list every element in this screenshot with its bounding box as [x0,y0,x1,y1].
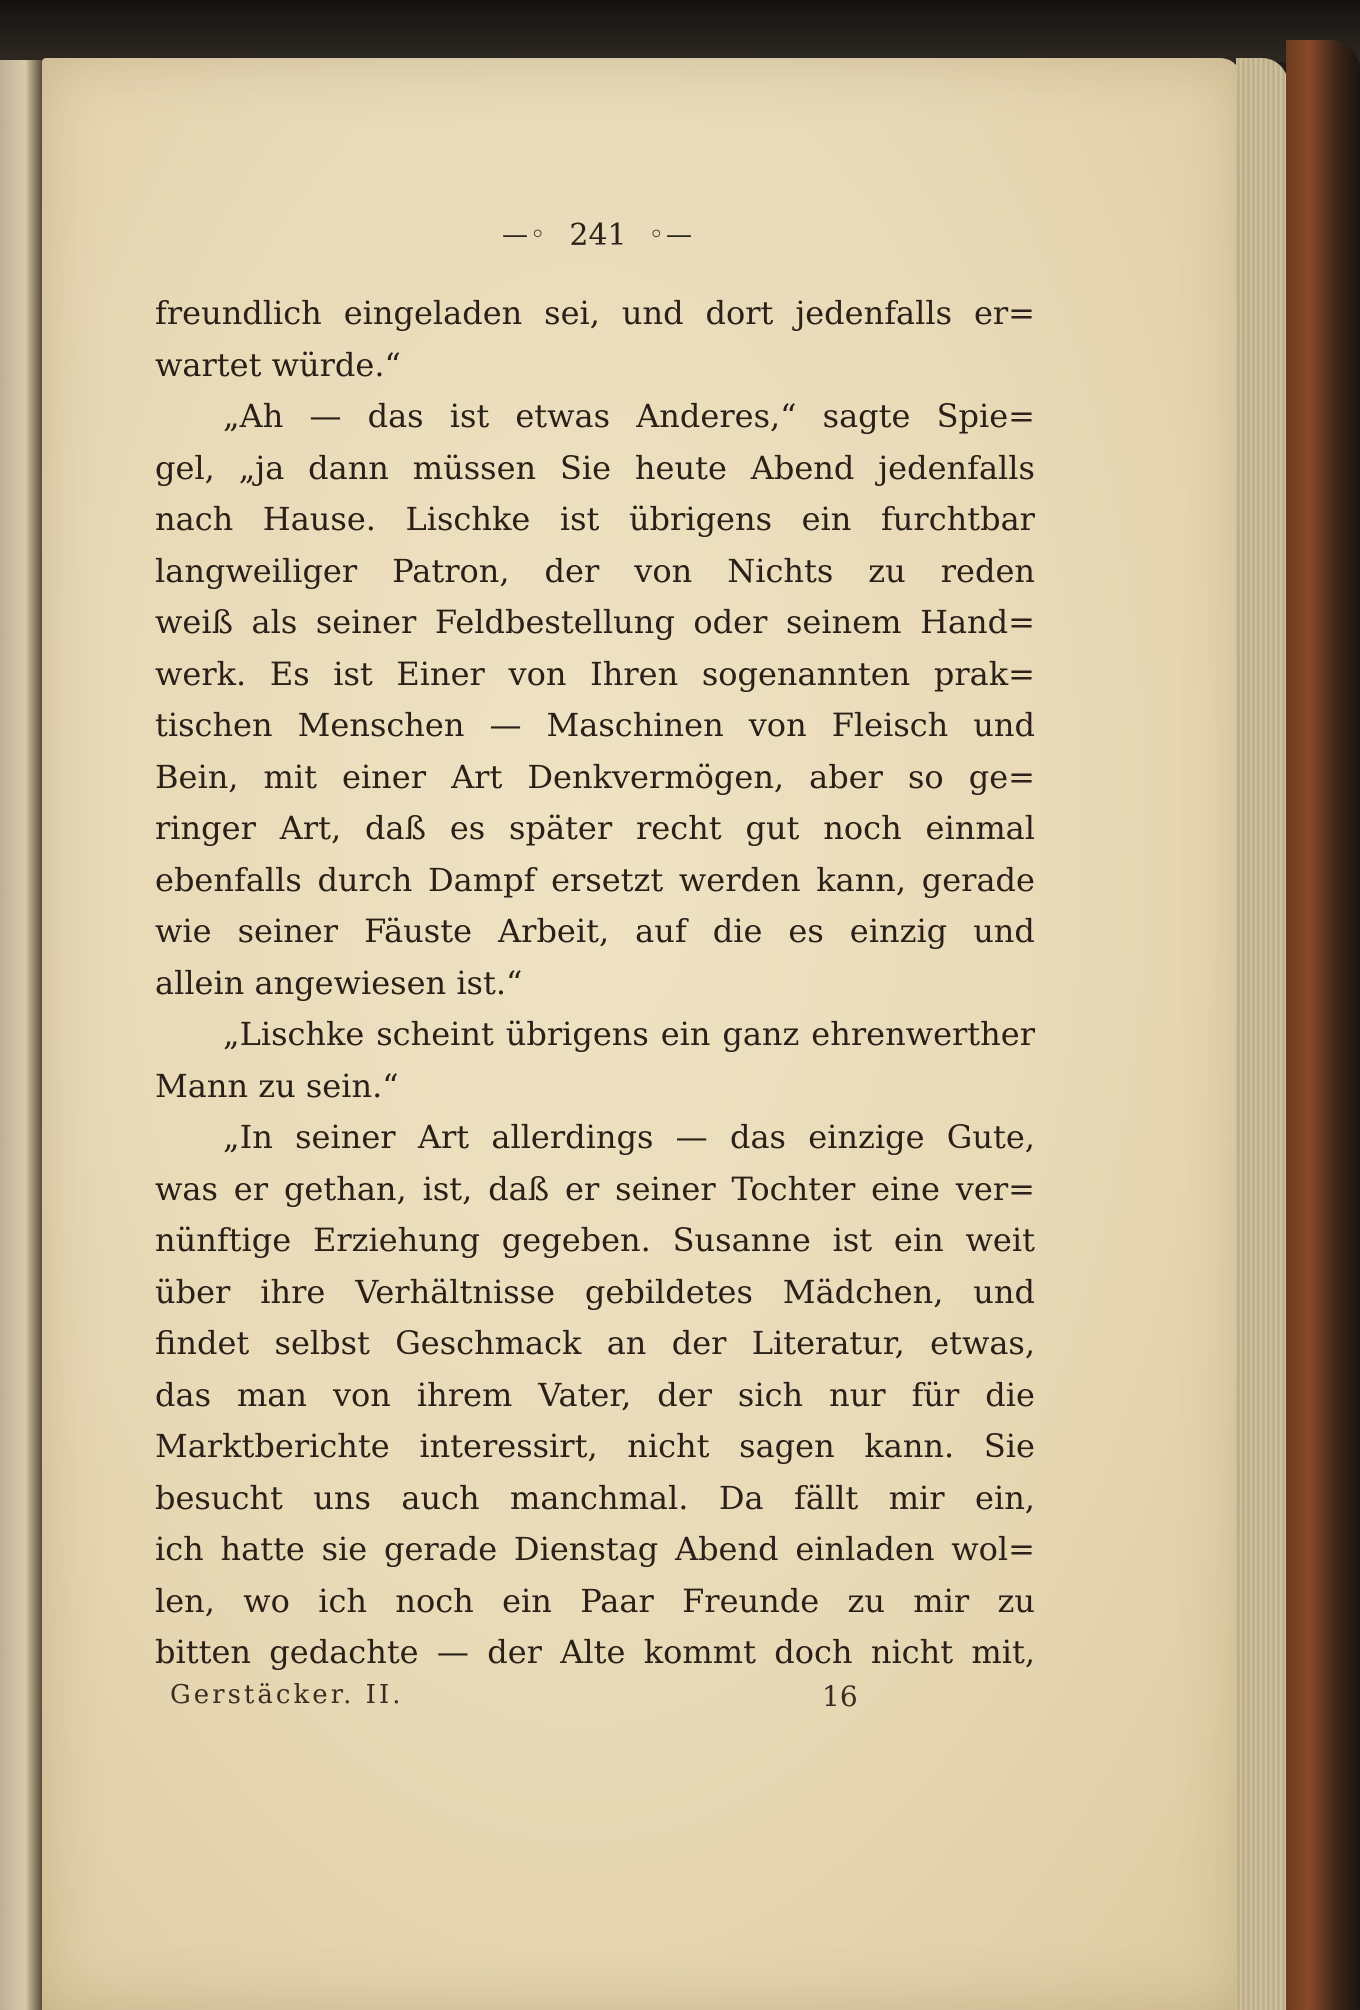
word: es [449,809,486,847]
text-line [155,288,1035,340]
word: einzig [849,912,948,950]
text-line [155,1009,1035,1061]
word: ihrem [416,1375,513,1414]
word: eingeladen [343,294,523,332]
word: gut [745,809,800,847]
page-number: 241 [569,217,627,253]
word: auf [635,912,687,950]
word: der [487,1633,542,1671]
word: kommt [643,1633,756,1671]
text-line [155,1267,1035,1319]
word: über [155,1272,231,1311]
word: an [606,1324,647,1362]
word: der [671,1324,727,1362]
word: ehrenwerther [811,1015,1035,1053]
word: noch [823,809,902,847]
text-line [155,1576,1035,1628]
text-line [155,1112,1035,1164]
word: nicht [627,1427,710,1465]
text-line: allein angewiesen ist.“ [155,963,523,1002]
word: ringer [155,809,256,847]
text-line [155,597,1035,649]
word: das [367,397,424,435]
word: — [309,397,342,435]
word: „Lischke [223,1015,365,1053]
word: Gute, [946,1118,1035,1156]
word: — [675,1118,708,1156]
word: etwas, [930,1324,1035,1362]
word: „In [223,1118,273,1156]
header-right-ornament: ◦— [648,220,694,250]
word: Sie [983,1427,1035,1465]
word: einer [342,757,427,796]
word: ebenfalls [155,860,302,899]
word: dort [705,294,774,332]
word: gebildetes [584,1272,753,1311]
text-line [155,1473,1035,1525]
word: noch [395,1581,474,1620]
word: als [251,603,298,641]
word: ich [318,1581,368,1620]
header-left-ornament: —◦ [502,220,548,250]
word: seiner [615,1169,716,1208]
word: jedenfalls [878,448,1035,487]
word: seiner [237,912,339,950]
word: daß [488,1169,550,1208]
word: selbst [274,1324,370,1362]
word: Dampf [428,860,536,899]
word: Art [451,757,503,796]
word: und [973,706,1035,744]
word: Denkvermögen, [527,757,785,796]
word: sogenannten [701,654,911,693]
word: „Ah [223,397,284,435]
word: seiner [295,1118,396,1156]
word: für [911,1375,960,1414]
word: übrigens [505,1015,649,1053]
word: „ja [238,448,285,487]
text-line: wartet würde.“ [155,345,401,384]
word: Ihren [590,654,679,693]
word: ist [832,1221,873,1259]
text-line [155,1164,1035,1216]
word: so [907,757,944,796]
word: kann, [816,860,907,899]
word: die [985,1375,1035,1414]
word: ein [893,1221,944,1259]
word: tischen [155,706,273,744]
word: uns [313,1478,371,1517]
word: der [657,1375,712,1414]
word: Geschmack [395,1324,582,1362]
word: zu [997,1581,1035,1620]
word: er [233,1169,269,1208]
word: Spie= [936,397,1035,435]
text-line: Mann zu sein.“ [155,1066,399,1105]
word: ist [449,397,490,435]
word: was [155,1169,218,1208]
word: reden [940,551,1035,590]
word: gel, [155,448,215,487]
word: einladen [795,1530,935,1568]
word: von [332,1375,391,1414]
word: werk. [155,654,247,693]
word: mit [263,757,317,796]
word: besucht [155,1478,283,1517]
word: ganz [722,1015,800,1053]
word: zu [847,1581,885,1620]
word: ist [559,500,600,538]
word: manchmal. [510,1478,689,1517]
word: sie [321,1530,368,1568]
word: dann [308,448,389,487]
text-line [155,855,1035,907]
word: zu [868,551,906,590]
word: Feldbestellung [434,603,675,641]
word: wo [243,1581,290,1620]
word: heute [634,448,727,487]
word: Marktberichte [155,1427,390,1465]
word: ver= [955,1169,1035,1208]
word: freundlich [155,294,322,332]
word: Arbeit, [498,912,610,950]
word: Vater, [538,1375,632,1414]
word: Literatur, [751,1324,905,1362]
word: nicht [870,1633,954,1671]
word: sagen [739,1427,835,1465]
book-cover-edge [1286,40,1360,2010]
word: werden [678,860,801,899]
word: recht [635,809,722,847]
word: Art, [279,809,342,847]
word: auch [401,1478,480,1517]
word: Menschen [297,706,465,744]
word: seinem [785,603,902,641]
text-line [155,1627,1035,1679]
text-line [155,546,1035,598]
word: ge= [968,757,1035,796]
word: müssen [412,448,537,487]
word: Fleisch [831,706,949,744]
text-line [155,752,1035,804]
word: sei, [544,294,600,332]
word: Verhältnisse [355,1272,555,1311]
page-header [478,212,718,258]
word: gedachte [269,1633,419,1671]
word: langweiliger [155,551,358,590]
word: gegeben. [501,1221,651,1259]
word: hatte [220,1530,305,1568]
word: gethan, [283,1169,407,1208]
word: furchtbar [880,500,1035,538]
word: seiner [315,603,417,641]
word: weiß [155,603,233,641]
word: von [748,706,807,744]
word: Dienstag [513,1530,659,1568]
text-line [155,649,1035,701]
word: len, [155,1581,215,1620]
word: ihre [260,1272,326,1311]
word: Es [269,654,310,693]
word: findet [155,1324,250,1362]
word: Susanne [672,1221,811,1259]
word: weit [965,1221,1035,1259]
word: man [236,1375,307,1414]
word: prak= [933,654,1035,693]
word: ein [801,500,852,538]
word: interessirt, [419,1427,598,1465]
text-line [155,700,1035,752]
word: sagte [822,397,911,435]
word: nur [829,1375,886,1414]
word: von [508,654,567,693]
word: bitten [155,1633,251,1671]
word: und [973,1272,1035,1311]
word: Alte [560,1633,626,1671]
word: ein [502,1581,552,1620]
word: jedenfalls [795,294,953,332]
word: ein [660,1015,711,1053]
word: eine [871,1169,940,1208]
word: ich [155,1530,204,1568]
word: Art [417,1118,470,1156]
word: Freunde [682,1581,820,1620]
text-line [155,391,1035,443]
word: Maschinen [546,706,724,744]
page-footer [170,1680,870,1720]
word: mir [913,1581,970,1620]
word: Tochter [731,1169,856,1208]
word: scheint [376,1015,494,1053]
left-page-edge [0,60,42,2010]
word: gerade [921,860,1035,899]
word: und [621,294,684,332]
word: mir [888,1478,945,1517]
word: wie [155,912,212,950]
signature-number: 16 [822,1680,858,1713]
word: Da [718,1478,764,1517]
word: doch [774,1633,853,1671]
word: später [509,809,613,847]
word: Fäuste [364,912,472,950]
text-line [155,494,1035,546]
word: von [634,551,693,590]
word: Abend [674,1530,779,1568]
word: aber [809,757,883,796]
word: einzige [808,1118,925,1156]
word: das [155,1375,211,1414]
word: es [788,912,824,950]
word: Erziehung [312,1221,480,1259]
word: allerdings [491,1118,654,1156]
word: Sie [559,448,612,487]
body-text [155,288,1035,1679]
text-line [155,906,1035,958]
word: nach [155,500,234,538]
word: Mädchen, [782,1272,944,1311]
word: — [489,706,522,744]
word: ist [333,654,373,693]
text-line [155,1524,1035,1576]
word: der [544,551,600,590]
word: ersetzt [551,860,664,899]
word: Hause. [262,500,376,538]
word: ein, [975,1478,1035,1517]
printer-signature: Gerstäcker. II. [170,1680,404,1710]
word: fällt [794,1478,859,1517]
word: Paar [580,1581,654,1620]
word: nünftige [155,1221,292,1259]
word: er= [973,294,1035,332]
word: er [565,1169,600,1208]
word: Abend [750,448,855,487]
text-line [155,443,1035,495]
word: Nichts [727,551,834,590]
text-line [155,1318,1035,1370]
word: oder [693,603,768,641]
word: Lischke [405,500,531,538]
word: wol= [951,1530,1035,1568]
scan-background-top [0,0,1360,62]
word: — [436,1633,469,1671]
word: Bein, [155,757,239,796]
page-stack-edge [1236,58,1288,2010]
word: sich [737,1375,804,1414]
word: das [729,1118,786,1156]
word: daß [365,809,426,847]
word: übrigens [628,500,773,538]
word: und [973,912,1035,950]
word: Patron, [392,551,510,590]
word: kann. [864,1427,955,1465]
word: einmal [925,809,1035,847]
word: gerade [383,1530,498,1568]
word: mit, [971,1633,1035,1671]
text-line [155,1421,1035,1473]
word: die [712,912,763,950]
word: Einer [396,654,485,693]
word: Anderes,“ [636,397,797,435]
text-line [155,1215,1035,1267]
word: Hand= [920,603,1035,641]
word: durch [317,860,413,899]
text-line [155,803,1035,855]
word: etwas [515,397,611,435]
text-line [155,1370,1035,1422]
word: ist, [422,1169,473,1208]
